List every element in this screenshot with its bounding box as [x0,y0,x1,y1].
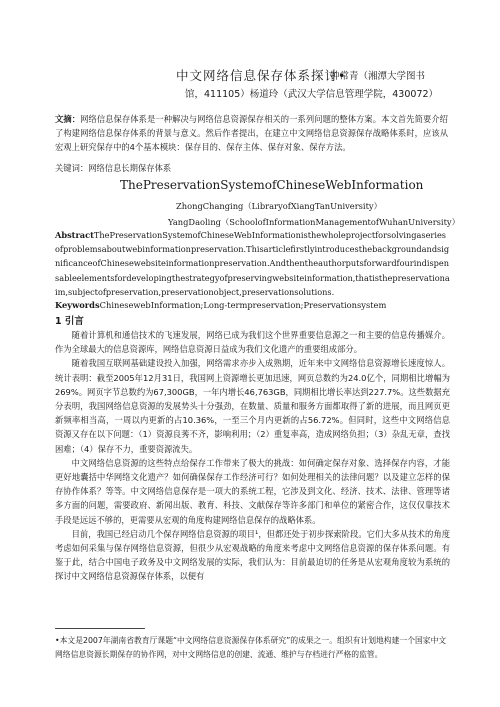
keywords-en [55,300,386,310]
abstract-cn-label: 文摘： [55,114,81,124]
author2-en: YangDaoling（SchoolofInformationManagementofWuhanUniversity） [168,217,460,227]
paragraph: 随着计算机和通信技术的飞速发展，网络已成为我们这个世界重要信息源之一和主要的信息传播媒介。作为全球最大的信息资源库，网络信息资源日益成为我们文化遗产的重要组成部分。 [55,330,450,355]
body-text [55,328,450,584]
author1-en: ZhongChanging（LibraryofXiangTanUniversity） [176,201,382,211]
paper-title-cn: 中文网络信息保存体系探讨• [176,68,347,83]
paragraph: 中文网络信息资源的这些特点给保存工作带来了极大的挑战：如何确定保存对象、选择保存内容，才能更好地囊括中华网络文化遗产？如何确保保存工作经济可行？如何处理相关的法律问题？以及建立怎样的保存协作体系？等等。中文网络信息保存是一项大的系统工程，它涉及到文化、经济、技术、法律、管理等诸多方面的问题，需要政府、新闻出版、教育、科技、文献保存等许多部门和单位的紧密合作，这仅仅靠技术手段是远远不够的，更需要从宏观的角度构建网络信息保存的战略体系。 [55,457,450,525]
paper-title-en: ThePreservationSystemofChineseWebInformation [120,178,424,192]
abstract-en-label: Abstract [55,230,94,240]
abstract-cn-text: 网络信息保存体系是一种解决与网络信息资源保存相关的一系列问题的整体方案。本文首先简要介绍了构建网络信息保存体系的背景与意义。然后作者提出，在建立中文网络信息资源保存战略体系时，应该从宏观上研究保存中的4个基本模块：保存目的、保存主体、保存对象、保存方法。 [55,114,448,153]
keywords-en-label: Keywords [55,300,100,310]
affiliation-cn: 馆，411105）杨道玲（武汉大学信息管理学院，430072） [185,89,439,100]
footnote: •本文是2007年湖南省教育厅课题“中文网络信息资源保存体系研究”的成果之一。组织有计划地构建一个国家中文网络信息资源长期保存的协作网，对中文网络信息的创建、流通、维护与存档进行严格的监管。 [55,636,447,659]
paragraph: 随着我国互联网基础建设投入加强，网络需求亦步入成熟期，近年来中文网络信息资源增长速度惊人。统计表明：截至2005年12月31日，我国网上资源增长更加迅速，网页总数约为24.0亿个，同期相比增幅为269%。网页字节总数约为67,300GB，一年内增长46,763GB，同期相比增长率达到227.7%。这些数据充分表明，我国网络信息资源的发展势头十分强劲，在数量、质量和服务方面都取得了新的进展，而且网页更新频率相当高，一周以内更新的占10.36%，一至三个月内更新的占56.72%。但同时，这些中文网络信息资源又存在以下问题：（1）资源良莠不齐，影响利用；（2）重复率高，造成网络负担；（3）杂乱无章，查找困难；（4）保存不力，重要资源流失。 [55,358,450,454]
abstract-en [55,228,450,299]
keywords-cn: 关键词：网络信息长期保存体系 [55,163,172,173]
keywords-en-text: ChinesewebInformation;Long-termpreservation;Preservationsystem [99,300,387,310]
paragraph: 目前，我国已经启动几个保存网络信息资源的项目¹，但都还处于初步探索阶段。它们大多从技术的角度考虑如何采集与保存网络信息资源，但很少从宏观战略的角度来考虑中文网络信息资源的保存体系问题。有鉴于此，结合中国电子政务及中文网络发展的实际，我们认为：目前最迫切的任务是从宏观角度较为系统的探讨中文网络信息资源保存体系，以便有 [55,528,450,582]
abstract-en-text: ThePreservationSystemofChineseWebInformationisthewholeprojectforsolvingaseriesofproblemsaboutwebinformationpreservation.ThisarticlefirstlyintroducesthebackgroundandsignificanceofChinesewebsiteinformationpreservation.Andthentheauthorputsforwardfourindispensableelementsfordevelopingthestrategyofpreservingwebsiteinformation,thatisthepreservationaim,subjectofpreservation,preservationobject,preservationsolutions. [55,230,450,297]
abstract-cn [55,112,448,155]
authors-cn: 钟常青（湘潭大学图书 [330,71,426,82]
footnote-divider [55,628,145,629]
section-heading: 1 引言 [55,316,84,327]
